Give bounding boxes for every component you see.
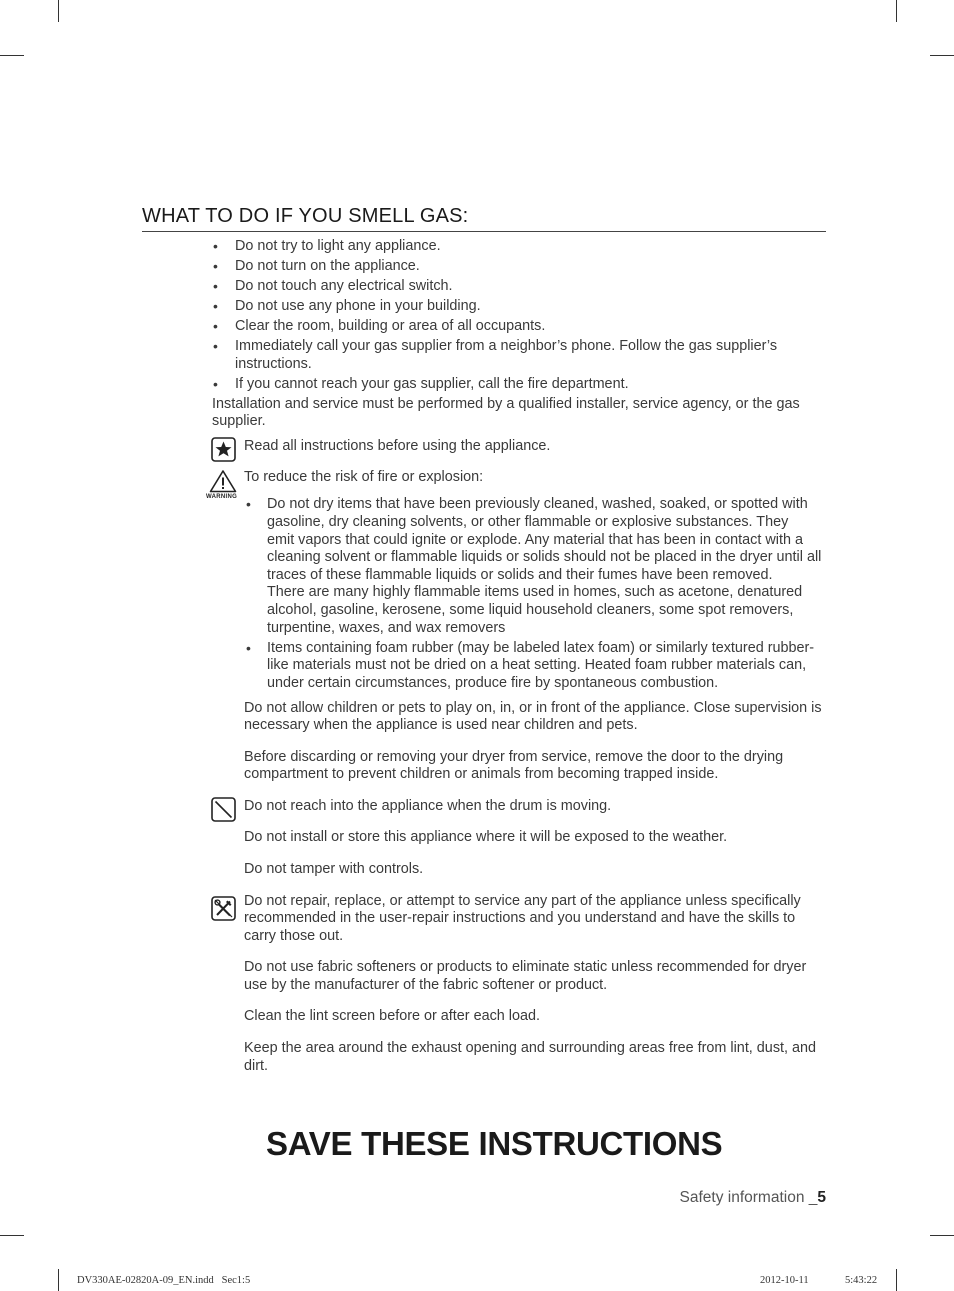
crop-mark (58, 1269, 59, 1291)
list-item: Do not touch any electrical switch. (235, 278, 453, 294)
page-number: 5 (817, 1189, 826, 1206)
list-item: Do not try to light any appliance. (235, 238, 441, 254)
children-note: necessary when the appliance is used near children and pets. (244, 717, 638, 733)
bullet-dot: • (246, 496, 251, 512)
list-item: Do not use any phone in your building. (235, 298, 481, 314)
bullet-dot: • (213, 278, 218, 294)
repair-note: carry those out. (244, 928, 344, 944)
fire-bullet-line: like materials must not be dried on a heat setting. Heated foam rubber materials can, (267, 657, 807, 673)
fire-bullet-line: emit vapors that could ignite or explode. Any material that has been in contact with a (267, 532, 803, 548)
fire-bullet-line: turpentine, waxes, and wax removers (267, 620, 506, 636)
repair-note: Do not repair, replace, or attempt to service any part of the appliance unless specifically (244, 893, 801, 909)
weather-note: Do not install or store this appliance where it will be exposed to the weather. (244, 829, 728, 845)
list-item: If you cannot reach your gas supplier, call the fire department. (235, 376, 629, 392)
fire-bullet-line: cleaning solvent or flammable liquids or solids should not be placed in the dryer until all (267, 549, 822, 565)
list-item: Do not turn on the appliance. (235, 258, 420, 274)
star-notice-icon (211, 437, 236, 462)
crop-mark (896, 0, 897, 22)
fire-bullet-line: under certain circumstances, produce fire by spontaneous combustion. (267, 675, 719, 691)
fire-bullet-line: alcohol, gasoline, kerosene, some liquid household cleaners, some spot removers, (267, 602, 794, 618)
bullet-dot: • (246, 640, 251, 656)
bullet-dot: • (213, 376, 218, 392)
bullet-dot: • (213, 338, 218, 354)
crop-mark (896, 1269, 897, 1291)
list-item: Clear the room, building or area of all occupants. (235, 318, 546, 334)
title-divider (142, 231, 826, 232)
fire-bullet-line: There are many highly flammable items used in homes, such as acetone, denatured (267, 584, 803, 600)
bullet-dot: • (213, 298, 218, 314)
footer-section-name: Safety information _ (679, 1189, 818, 1206)
bullet-dot: • (213, 238, 218, 254)
page-footer (680, 1189, 826, 1207)
softeners-note: Do not use fabric softeners or products to eliminate static unless recommended for dryer (244, 959, 807, 975)
exhaust-note: dirt. (244, 1058, 268, 1074)
fire-bullet-line: Do not dry items that have been previously cleaned, washed, soaked, or spotted with (267, 496, 808, 512)
bullet-dot: • (213, 318, 218, 334)
crop-mark (0, 55, 24, 56)
install-note: supplier. (212, 413, 266, 429)
drum-note: Do not reach into the appliance when the drum is moving. (244, 798, 612, 814)
discard-note: Before discarding or removing your dryer from service, remove the door to the drying (244, 749, 784, 765)
slug-date: 2012-10-11 (760, 1275, 809, 1286)
discard-note: compartment to prevent children or animals from becoming trapped inside. (244, 766, 719, 782)
fire-bullet-line: gasoline, dry cleaning solvents, or other flammable or explosive substances. They (267, 514, 789, 530)
fire-bullet-line: traces of these flammable liquids or solids and their fumes have been removed. (267, 567, 773, 583)
exhaust-note: Keep the area around the exhaust opening and surrounding areas free from lint, dust, and (244, 1040, 817, 1056)
no-repair-tools-icon (211, 896, 236, 921)
install-note: Installation and service must be performed by a qualified installer, service agency, or the gas (212, 396, 800, 412)
notice-read-all: Read all instructions before using the appliance. (244, 438, 551, 454)
section-title: WHAT TO DO IF YOU SMELL GAS: (142, 205, 469, 227)
children-note: Do not allow children or pets to play on, in, or in front of the appliance. Close supervision is (244, 700, 822, 716)
bullet-dot: • (213, 258, 218, 274)
list-item: instructions. (235, 356, 312, 372)
crop-mark (58, 0, 59, 22)
crop-mark (0, 1235, 24, 1236)
save-instructions-title: SAVE THESE INSTRUCTIONS (266, 1125, 723, 1162)
slug-file: DV330AE-02820A-09_EN.indd Sec1:5 (77, 1275, 251, 1286)
softeners-note: use by the manufacturer of the fabric softener or product. (244, 977, 608, 993)
repair-note: recommended in the user-repair instructions and you understand and have the skills to (244, 910, 796, 926)
warning-label: WARNING (206, 494, 238, 500)
crop-mark (930, 1235, 954, 1236)
prohibited-icon (211, 797, 236, 822)
list-item: Immediately call your gas supplier from a neighbor’s phone. Follow the gas supplier’s (235, 338, 778, 354)
lint-note: Clean the lint screen before or after each load. (244, 1008, 540, 1024)
crop-mark (930, 55, 954, 56)
fire-bullet-line: Items containing foam rubber (may be labeled latex foam) or similarly textured rubber- (267, 640, 815, 656)
warning-triangle-icon (209, 469, 237, 493)
fire-intro: To reduce the risk of fire or explosion: (244, 469, 484, 485)
slug-time: 5:43:22 (845, 1275, 878, 1286)
tamper-note: Do not tamper with controls. (244, 861, 424, 877)
